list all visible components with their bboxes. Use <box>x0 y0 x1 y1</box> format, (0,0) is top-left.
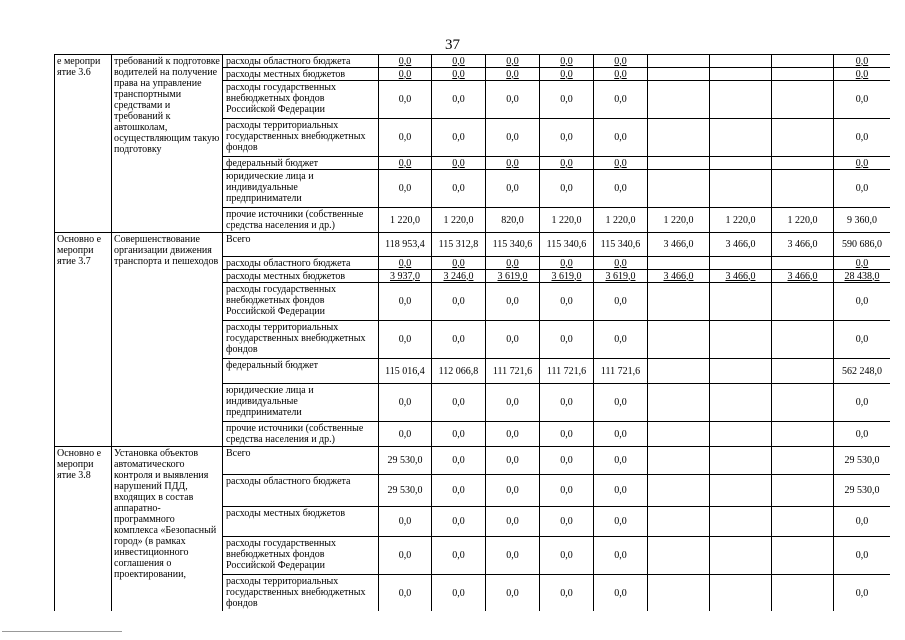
value-cell: 0,0 <box>486 475 540 507</box>
value-cell: 0,0 <box>486 257 540 270</box>
value-cell: 3 246,0 <box>432 270 486 283</box>
value-cell: 0,0 <box>540 321 594 359</box>
value-cell: 0,0 <box>486 507 540 537</box>
value-cell <box>772 283 834 321</box>
value-cell: 0,0 <box>379 422 432 447</box>
value-cell: 0,0 <box>379 55 432 68</box>
value-cell: 0,0 <box>540 170 594 208</box>
source-label: расходы государственных внебюджетных фондов Российской Федерации <box>223 537 379 575</box>
value-cell: 0,0 <box>379 321 432 359</box>
value-cell: 0,0 <box>379 537 432 575</box>
value-cell <box>710 119 772 157</box>
value-cell: 0,0 <box>432 575 486 612</box>
value-cell: 0,0 <box>379 157 432 170</box>
source-label: расходы областного бюджета <box>223 55 379 68</box>
value-cell <box>710 422 772 447</box>
value-cell: 3 466,0 <box>710 270 772 283</box>
value-cell: 0,0 <box>432 537 486 575</box>
source-label: расходы областного бюджета <box>223 475 379 507</box>
table-row <box>55 233 891 257</box>
value-cell <box>648 359 710 384</box>
value-cell: 0,0 <box>432 283 486 321</box>
value-cell <box>648 55 710 68</box>
value-cell: 0,0 <box>594 537 648 575</box>
value-cell: 3 466,0 <box>772 233 834 257</box>
total-cell: 0,0 <box>834 55 891 68</box>
total-cell: 29 530,0 <box>834 475 891 507</box>
value-cell: 0,0 <box>432 55 486 68</box>
value-cell: 0,0 <box>379 507 432 537</box>
value-cell: 1 220,0 <box>540 208 594 233</box>
source-label: Всего <box>223 447 379 475</box>
value-cell: 0,0 <box>432 119 486 157</box>
value-cell <box>772 575 834 612</box>
value-cell: 0,0 <box>540 283 594 321</box>
value-cell: 0,0 <box>486 447 540 475</box>
value-cell: 0,0 <box>486 422 540 447</box>
value-cell: 0,0 <box>594 55 648 68</box>
value-cell: 0,0 <box>540 81 594 119</box>
value-cell <box>648 384 710 422</box>
value-cell <box>648 422 710 447</box>
value-cell: 0,0 <box>540 55 594 68</box>
value-cell <box>772 68 834 81</box>
activity-code: Основно е меропри ятие 3.8 <box>55 447 112 612</box>
value-cell: 0,0 <box>486 81 540 119</box>
value-cell: 111 721,6 <box>486 359 540 384</box>
value-cell: 0,0 <box>486 68 540 81</box>
activity-name: требований к подготовке водителей на получение права на управление транспортными средствами и требований к автошколам, осуществляющим такую подготовку <box>112 55 223 233</box>
value-cell: 118 953,4 <box>379 233 432 257</box>
value-cell: 0,0 <box>540 157 594 170</box>
total-cell: 0,0 <box>834 575 891 612</box>
value-cell <box>772 422 834 447</box>
value-cell <box>772 81 834 119</box>
value-cell <box>648 447 710 475</box>
value-cell: 0,0 <box>486 119 540 157</box>
value-cell: 0,0 <box>486 283 540 321</box>
value-cell: 112 066,8 <box>432 359 486 384</box>
value-cell <box>772 359 834 384</box>
value-cell: 0,0 <box>540 422 594 447</box>
value-cell: 0,0 <box>594 68 648 81</box>
source-label: Всего <box>223 233 379 257</box>
value-cell <box>710 283 772 321</box>
value-cell <box>710 257 772 270</box>
table-row <box>55 447 891 475</box>
value-cell <box>772 55 834 68</box>
value-cell: 0,0 <box>594 422 648 447</box>
total-cell: 562 248,0 <box>834 359 891 384</box>
value-cell <box>772 321 834 359</box>
value-cell <box>772 119 834 157</box>
value-cell: 0,0 <box>594 475 648 507</box>
total-cell: 0,0 <box>834 170 891 208</box>
activity-name: Совершенствование организации движения транспорта и пешеходов <box>112 233 223 447</box>
value-cell <box>710 537 772 575</box>
value-cell: 0,0 <box>432 384 486 422</box>
source-label: расходы государственных внебюджетных фондов Российской Федерации <box>223 283 379 321</box>
value-cell: 111 721,6 <box>594 359 648 384</box>
value-cell: 0,0 <box>486 55 540 68</box>
value-cell: 0,0 <box>432 475 486 507</box>
value-cell: 0,0 <box>486 157 540 170</box>
total-cell: 0,0 <box>834 119 891 157</box>
budget-table <box>54 54 890 611</box>
value-cell: 1 220,0 <box>772 208 834 233</box>
value-cell <box>772 384 834 422</box>
value-cell <box>648 475 710 507</box>
value-cell <box>772 507 834 537</box>
value-cell: 0,0 <box>486 537 540 575</box>
source-label: расходы территориальных государственных внебюджетных фондов <box>223 321 379 359</box>
activity-code: Основно е меропри ятие 3.7 <box>55 233 112 447</box>
source-label: прочие источники (собственные средства населения и др.) <box>223 208 379 233</box>
value-cell: 0,0 <box>594 119 648 157</box>
source-label: федеральный бюджет <box>223 359 379 384</box>
value-cell: 3 466,0 <box>772 270 834 283</box>
source-label: юридические лица и индивидуальные предприниматели <box>223 384 379 422</box>
value-cell <box>648 119 710 157</box>
value-cell: 1 220,0 <box>710 208 772 233</box>
total-cell: 0,0 <box>834 321 891 359</box>
value-cell: 0,0 <box>540 537 594 575</box>
value-cell: 115 016,4 <box>379 359 432 384</box>
total-cell: 0,0 <box>834 68 891 81</box>
activity-code: е меропри ятие 3.6 <box>55 55 112 233</box>
value-cell <box>648 321 710 359</box>
value-cell: 0,0 <box>486 384 540 422</box>
value-cell <box>648 507 710 537</box>
source-label: расходы местных бюджетов <box>223 507 379 537</box>
value-cell: 0,0 <box>432 257 486 270</box>
value-cell <box>710 81 772 119</box>
total-cell: 9 360,0 <box>834 208 891 233</box>
value-cell: 0,0 <box>594 575 648 612</box>
value-cell <box>772 170 834 208</box>
value-cell <box>710 575 772 612</box>
value-cell <box>648 81 710 119</box>
value-cell: 3 466,0 <box>710 233 772 257</box>
value-cell <box>648 68 710 81</box>
value-cell: 0,0 <box>540 475 594 507</box>
footer-rule <box>2 631 122 632</box>
value-cell: 1 220,0 <box>648 208 710 233</box>
total-cell: 0,0 <box>834 384 891 422</box>
value-cell <box>648 157 710 170</box>
value-cell: 0,0 <box>432 68 486 81</box>
value-cell <box>710 68 772 81</box>
value-cell: 3 466,0 <box>648 270 710 283</box>
value-cell: 0,0 <box>540 68 594 81</box>
total-cell: 0,0 <box>834 81 891 119</box>
value-cell: 0,0 <box>594 507 648 537</box>
value-cell <box>772 537 834 575</box>
value-cell: 0,0 <box>432 422 486 447</box>
activity-name: Установка объектов автоматического контроля и выявления нарушений ПДД, входящих в состав аппаратно-программного комплекса «Безопасный город» (в рамках инвестиционного соглашения о проектировании, <box>112 447 223 612</box>
value-cell: 0,0 <box>540 384 594 422</box>
value-cell: 0,0 <box>379 575 432 612</box>
value-cell: 0,0 <box>594 157 648 170</box>
value-cell <box>710 507 772 537</box>
total-cell: 0,0 <box>834 422 891 447</box>
value-cell: 0,0 <box>594 283 648 321</box>
value-cell: 3 937,0 <box>379 270 432 283</box>
total-cell: 0,0 <box>834 283 891 321</box>
source-label: расходы местных бюджетов <box>223 68 379 81</box>
source-label: юридические лица и индивидуальные предприниматели <box>223 170 379 208</box>
value-cell: 111 721,6 <box>540 359 594 384</box>
value-cell: 0,0 <box>540 119 594 157</box>
source-label: расходы местных бюджетов <box>223 270 379 283</box>
source-label: расходы территориальных государственных внебюджетных фондов <box>223 575 379 612</box>
value-cell <box>710 447 772 475</box>
value-cell: 0,0 <box>432 81 486 119</box>
value-cell: 29 530,0 <box>379 475 432 507</box>
value-cell: 0,0 <box>486 170 540 208</box>
source-label: расходы областного бюджета <box>223 257 379 270</box>
value-cell: 3 619,0 <box>540 270 594 283</box>
value-cell: 0,0 <box>594 257 648 270</box>
value-cell: 115 340,6 <box>594 233 648 257</box>
value-cell: 0,0 <box>594 81 648 119</box>
value-cell: 0,0 <box>594 321 648 359</box>
value-cell: 1 220,0 <box>594 208 648 233</box>
value-cell: 0,0 <box>432 170 486 208</box>
total-cell: 0,0 <box>834 507 891 537</box>
value-cell <box>710 475 772 507</box>
total-cell: 0,0 <box>834 157 891 170</box>
value-cell <box>710 384 772 422</box>
value-cell <box>648 283 710 321</box>
value-cell: 0,0 <box>540 447 594 475</box>
value-cell: 0,0 <box>486 575 540 612</box>
table-row <box>55 55 891 68</box>
total-cell: 0,0 <box>834 257 891 270</box>
value-cell: 0,0 <box>379 170 432 208</box>
total-cell: 29 530,0 <box>834 447 891 475</box>
value-cell: 115 312,8 <box>432 233 486 257</box>
value-cell: 3 619,0 <box>594 270 648 283</box>
value-cell: 3 466,0 <box>648 233 710 257</box>
source-label: расходы государственных внебюджетных фондов Российской Федерации <box>223 81 379 119</box>
value-cell: 0,0 <box>540 507 594 537</box>
value-cell: 0,0 <box>594 447 648 475</box>
value-cell: 1 220,0 <box>432 208 486 233</box>
page-number: 37 <box>445 37 460 53</box>
value-cell: 0,0 <box>540 575 594 612</box>
value-cell: 3 619,0 <box>486 270 540 283</box>
value-cell <box>648 257 710 270</box>
total-cell: 0,0 <box>834 537 891 575</box>
value-cell <box>710 321 772 359</box>
value-cell <box>648 170 710 208</box>
value-cell: 0,0 <box>379 283 432 321</box>
value-cell: 1 220,0 <box>379 208 432 233</box>
value-cell <box>648 575 710 612</box>
value-cell: 0,0 <box>379 119 432 157</box>
value-cell: 29 530,0 <box>379 447 432 475</box>
value-cell: 0,0 <box>594 384 648 422</box>
value-cell: 0,0 <box>432 321 486 359</box>
value-cell: 0,0 <box>379 257 432 270</box>
value-cell: 0,0 <box>486 321 540 359</box>
value-cell: 0,0 <box>594 170 648 208</box>
source-label: федеральный бюджет <box>223 157 379 170</box>
value-cell: 0,0 <box>379 81 432 119</box>
value-cell <box>772 475 834 507</box>
value-cell <box>772 157 834 170</box>
value-cell: 0,0 <box>432 507 486 537</box>
value-cell <box>648 537 710 575</box>
value-cell <box>710 359 772 384</box>
value-cell: 115 340,6 <box>540 233 594 257</box>
value-cell <box>772 447 834 475</box>
value-cell: 820,0 <box>486 208 540 233</box>
value-cell <box>710 55 772 68</box>
value-cell: 0,0 <box>540 257 594 270</box>
total-cell: 590 686,0 <box>834 233 891 257</box>
value-cell: 0,0 <box>379 68 432 81</box>
source-label: расходы территориальных государственных внебюджетных фондов <box>223 119 379 157</box>
value-cell: 0,0 <box>432 447 486 475</box>
value-cell <box>710 157 772 170</box>
value-cell: 115 340,6 <box>486 233 540 257</box>
value-cell: 0,0 <box>432 157 486 170</box>
value-cell <box>710 170 772 208</box>
value-cell <box>772 257 834 270</box>
value-cell: 0,0 <box>379 384 432 422</box>
budget-table-sheet <box>54 54 890 611</box>
source-label: прочие источники (собственные средства населения и др.) <box>223 422 379 447</box>
total-cell: 28 438,0 <box>834 270 891 283</box>
